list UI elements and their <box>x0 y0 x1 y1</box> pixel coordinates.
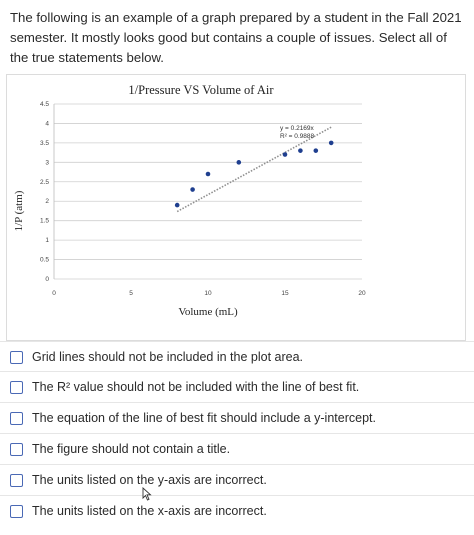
x-tick-label: 5 <box>129 290 133 297</box>
x-tick-label: 10 <box>204 290 212 297</box>
option-title[interactable] <box>0 433 474 464</box>
y-tick-label: 0 <box>45 276 49 283</box>
scatter-chart <box>6 74 466 341</box>
data-point <box>175 203 180 208</box>
option-label: Grid lines should not be included in the plot area. <box>32 350 304 364</box>
y-tick-label: 3.5 <box>39 139 49 147</box>
y-tick-label: 2 <box>45 198 49 206</box>
checkbox-icon[interactable] <box>10 474 23 487</box>
trendline-equation: y = 0.2169x <box>280 125 314 132</box>
y-tick-label: 1 <box>45 237 49 245</box>
data-point <box>206 172 211 177</box>
data-point <box>283 152 288 157</box>
option-r-squared[interactable] <box>0 371 474 402</box>
checkbox-icon[interactable] <box>10 351 23 364</box>
data-point <box>237 160 242 165</box>
option-y-units[interactable] <box>0 464 474 495</box>
checkbox-icon[interactable] <box>10 412 23 425</box>
option-label: The units listed on the x-axis are incorrect. <box>32 504 267 518</box>
option-x-units[interactable] <box>0 495 474 526</box>
y-tick-label: 1.5 <box>39 217 49 225</box>
data-point <box>314 148 319 153</box>
graph-figure <box>6 74 466 341</box>
option-y-intercept[interactable] <box>0 402 474 433</box>
option-label: The equation of the line of best fit should include a y-intercept. <box>32 411 376 425</box>
y-tick-label: 0.5 <box>39 256 49 264</box>
checkbox-icon[interactable] <box>10 443 23 456</box>
option-label: The R² value should not be included with the line of best fit. <box>32 380 360 394</box>
y-tick-label: 3 <box>45 159 49 167</box>
option-label: The figure should not contain a title. <box>32 442 231 456</box>
trendline-r-squared: R² = 0.9888 <box>280 133 315 140</box>
data-point <box>329 141 334 146</box>
data-point <box>190 187 195 192</box>
option-gridlines[interactable] <box>0 341 474 372</box>
data-point <box>298 148 303 153</box>
y-tick-label: 2.5 <box>39 178 49 186</box>
x-tick-label: 15 <box>281 290 289 297</box>
x-tick-label: 0 <box>52 290 56 297</box>
option-label: The units listed on the y-axis are incorrect. <box>32 473 267 487</box>
y-tick-label: 4.5 <box>39 101 49 108</box>
y-tick-label: 4 <box>45 120 49 128</box>
x-axis-label: Volume (mL) <box>178 306 238 318</box>
checkbox-icon[interactable] <box>10 505 23 518</box>
checkbox-icon[interactable] <box>10 381 23 394</box>
mouse-cursor-icon <box>142 487 152 501</box>
question-prompt: The following is an example of a graph prepared by a student in the Fall 2021 semester. It mostly looks good but contains a couple of issues. Select all of the true statements below. <box>10 10 462 65</box>
x-tick-label: 20 <box>358 290 366 297</box>
chart-frame <box>7 75 466 341</box>
y-axis-label: 1/P (atm) <box>13 190 25 232</box>
chart-title: 1/Pressure VS Volume of Air <box>128 83 274 97</box>
